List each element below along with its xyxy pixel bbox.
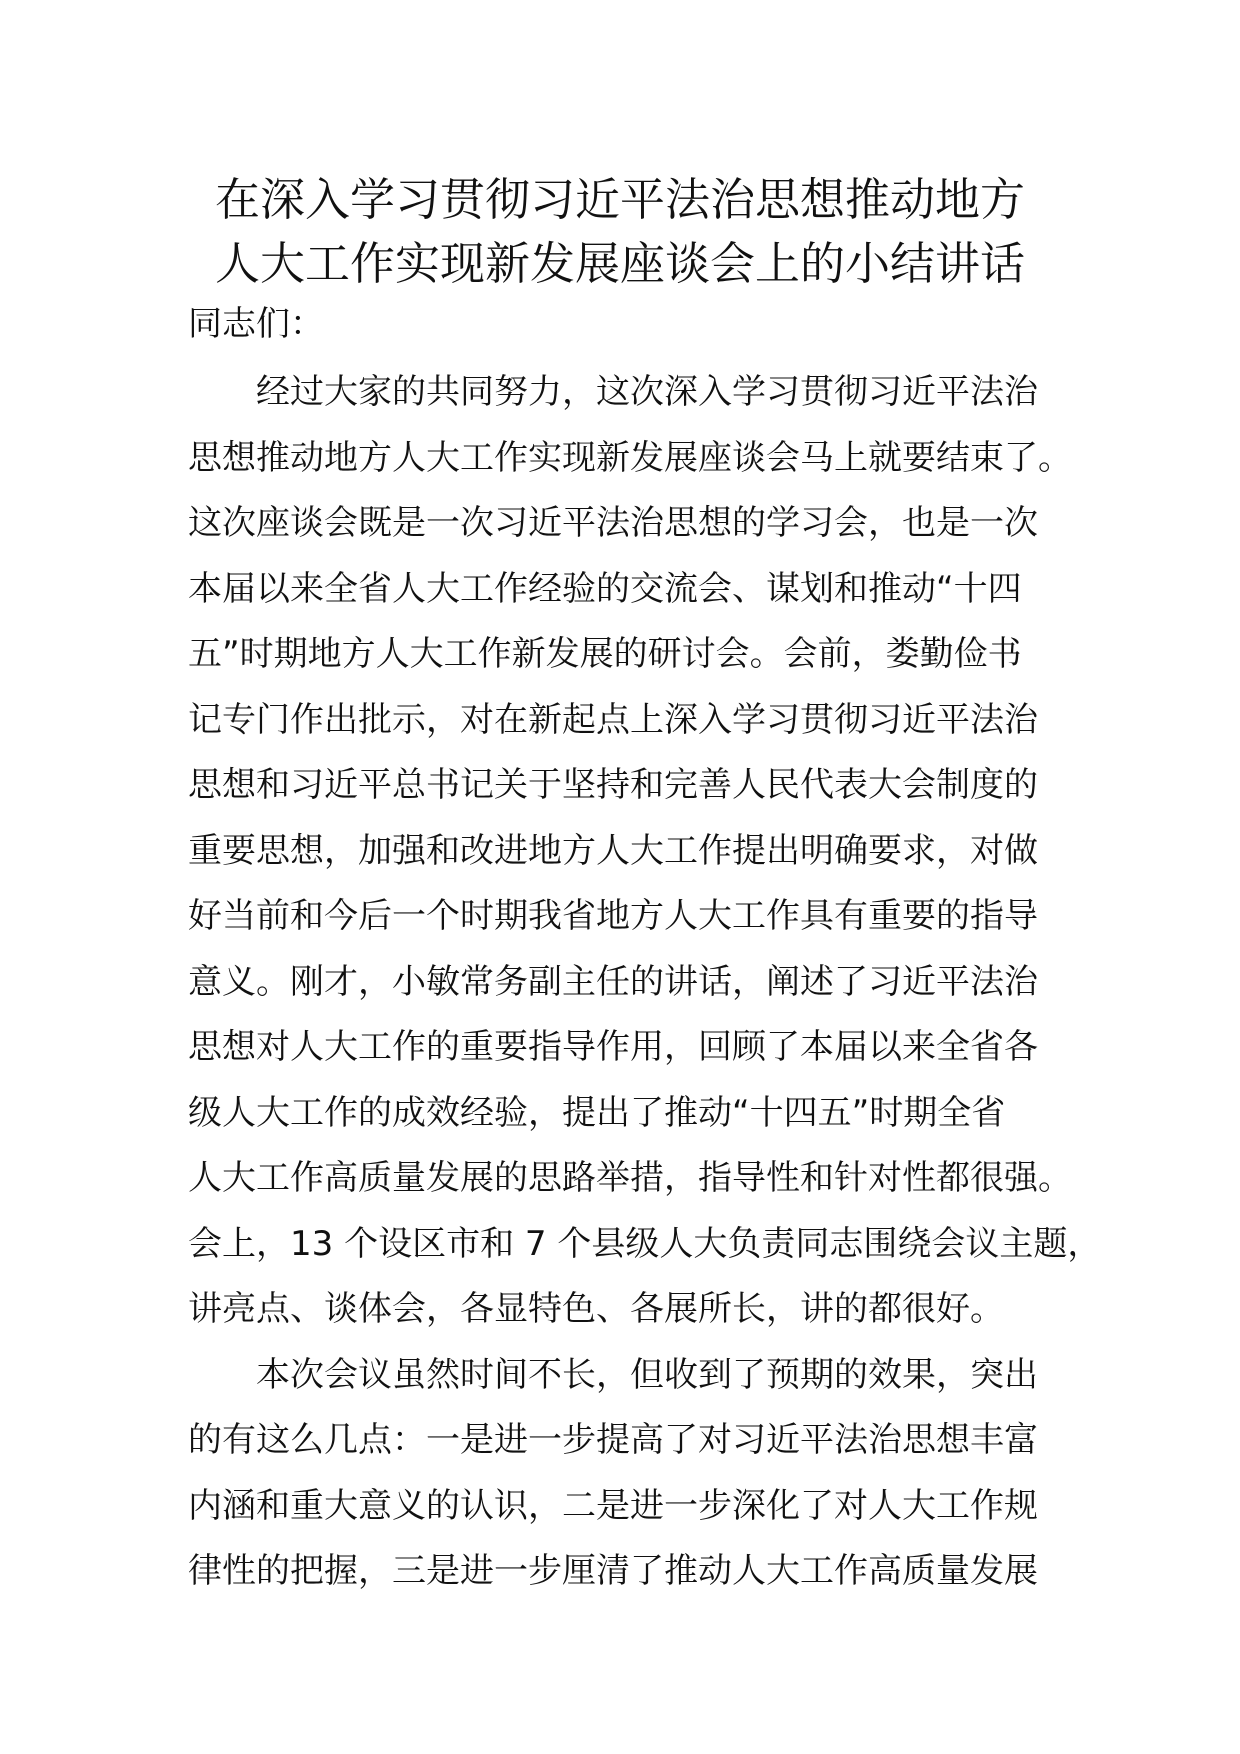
body-line: 本届以来全省人大工作经验的交流会、谋划和推动“十四: [188, 568, 1022, 609]
body-line: 思想对人大工作的重要指导作用，回顾了本届以来全省各: [188, 1027, 1038, 1067]
body-line: 人大工作高质量发展的思路举措，指导性和针对性都很强。: [188, 1158, 1072, 1198]
body-line: 思想推动地方人大工作实现新发展座谈会马上就要结束了。: [188, 437, 1072, 478]
body-line: 意义。刚才，小敏常务副主任的讲话，阐述了习近平法治: [188, 961, 1038, 1002]
body-line: 记专门作出批示，对在新起点上深入学习贯彻习近平法治: [188, 699, 1038, 740]
body-line: 讲亮点、谈体会，各显特色、各展所长，讲的都很好。: [188, 1289, 1004, 1329]
body-line: 经过大家的共同努力，这次深入学习贯彻习近平法治: [256, 372, 1038, 412]
body-line: 这次座谈会既是一次习近平法治思想的学习会，也是一次: [188, 503, 1038, 543]
body-line: 好当前和今后一个时期我省地方人大工作具有重要的指导: [188, 896, 1038, 936]
body-line: 内涵和重大意义的认识，二是进一步深化了对人大工作规: [188, 1485, 1038, 1526]
title-line-2: 人大工作实现新发展座谈会上的小结讲话: [214, 237, 1025, 290]
body-line: 五”时期地方人大工作新发展的研讨会。会前，娄勤俭书: [188, 634, 1022, 674]
body-line: 律性的把握，三是进一步厘清了推动人大工作高质量发展: [188, 1551, 1038, 1591]
body-line: 重要思想，加强和改进地方人大工作提出明确要求，对做: [188, 830, 1038, 871]
document-title: [150, 168, 1090, 296]
body-line: 本次会议虽然时间不长，但收到了预期的效果，突出: [256, 1354, 1038, 1395]
body-line: 级人大工作的成效经验，提出了推动“十四五”时期全省: [188, 1092, 1006, 1133]
body-line: 会上，13 个设区市和 7 个县级人大负责同志围绕会议主题，: [188, 1223, 1102, 1264]
salutation: 同志们：: [188, 304, 324, 344]
title-line-1: 在深入学习贯彻习近平法治思想推动地方: [214, 173, 1025, 226]
body-line: 思想和习近平总书记关于坚持和完善人民代表大会制度的: [188, 765, 1038, 805]
body-text: [188, 360, 1102, 1605]
body-line: 的有这么几点：一是进一步提高了对习近平法治思想丰富: [188, 1420, 1038, 1460]
